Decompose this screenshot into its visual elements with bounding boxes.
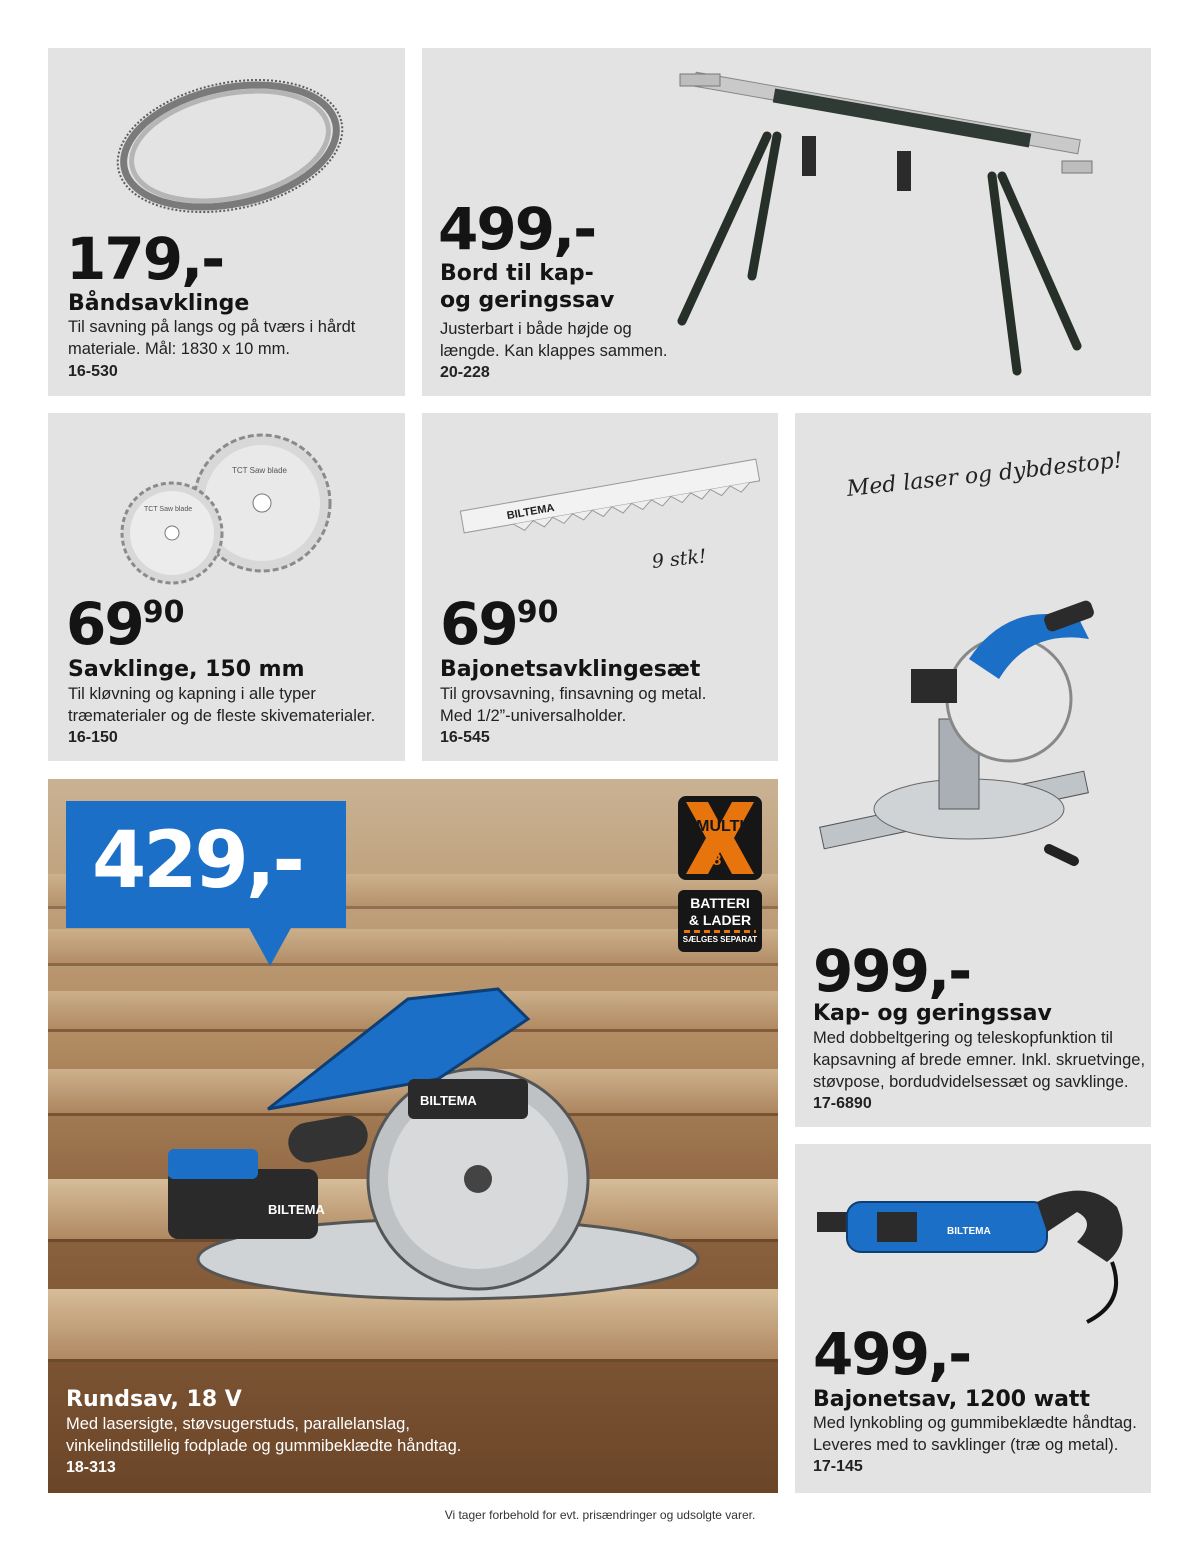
product-title: Båndsavklinge bbox=[68, 291, 250, 316]
product-description-line: støvpose, bordudvidelsessæt og savklinge. bbox=[813, 1073, 1129, 1091]
saw-stand-image bbox=[672, 66, 1112, 386]
product-number: 16-530 bbox=[68, 363, 118, 380]
circular-saw-image bbox=[148, 959, 708, 1319]
product-tile-bandsavklinge[interactable] bbox=[48, 48, 405, 396]
disclaimer-footer: Vi tager forbehold for evt. prisændringer og udsolgte varer. bbox=[444, 1508, 756, 1522]
blade-label: TCT Saw blade bbox=[232, 466, 287, 475]
brand-logo-text: BILTEMA bbox=[268, 1202, 325, 1217]
product-title: Bajonetsav, 1200 watt bbox=[813, 1387, 1090, 1412]
product-tile-bord[interactable] bbox=[422, 48, 1151, 396]
product-description-line: Til savning på langs og på tværs i hårdt bbox=[68, 318, 356, 336]
product-description-line: Leveres med to savklinger (træ og metal). bbox=[813, 1436, 1119, 1454]
brand-logo-text: BILTEMA bbox=[420, 1093, 477, 1108]
voltage-label: 18 V bbox=[703, 852, 737, 869]
product-number: 16-545 bbox=[440, 729, 490, 746]
bandsaw-blade-image bbox=[110, 66, 350, 226]
product-number: 16-150 bbox=[68, 729, 118, 746]
blade-label: TCT Saw blade bbox=[144, 506, 193, 513]
product-tile-savklinge[interactable] bbox=[48, 413, 405, 761]
product-description-line: vinkelindstillelig fodplade og gummibeklædte håndtag. bbox=[66, 1437, 462, 1455]
circular-saw-blades-image bbox=[114, 431, 344, 591]
product-title: Kap- og geringssav bbox=[813, 1001, 1052, 1026]
feature-note: Med laser og dybdestop! bbox=[845, 448, 1124, 502]
reciprocating-saw-image bbox=[817, 1172, 1137, 1332]
product-description-line: kapsavning af brede emner. Inkl. skruetvinge, bbox=[813, 1051, 1146, 1069]
product-description-line: Med lynkobling og gummibeklædte håndtag. bbox=[813, 1414, 1137, 1432]
product-description-line: længde. Kan klappes sammen. bbox=[440, 342, 668, 360]
product-number: 20-228 bbox=[440, 364, 490, 381]
product-title: Savklinge, 150 mm bbox=[68, 657, 305, 682]
product-description-line: træmaterialer og de fleste skivematerialer. bbox=[68, 707, 376, 725]
battery-label: BATTERI bbox=[690, 895, 750, 911]
brand-logo-text: BILTEMA bbox=[505, 501, 556, 523]
product-title: Bajonetsavklingesæt bbox=[440, 657, 701, 682]
multi-label: MULTI bbox=[696, 818, 744, 835]
product-number: 17-6890 bbox=[813, 1095, 872, 1112]
jigsaw-blade-image bbox=[450, 451, 770, 541]
multi-18v-badge bbox=[678, 796, 762, 880]
quantity-note: 9 stk! bbox=[650, 545, 708, 573]
warning-stripe bbox=[684, 930, 756, 933]
price: $69^{90}$ bbox=[440, 590, 559, 658]
miter-saw-image bbox=[819, 599, 1119, 879]
price-badge-pointer bbox=[248, 926, 292, 966]
product-description-line: Justerbart i både højde og bbox=[440, 320, 632, 338]
price: 499,- bbox=[438, 195, 596, 263]
product-title-line: Bord til kap- bbox=[440, 261, 594, 286]
product-description-line: Med 1/2”-universalholder. bbox=[440, 707, 627, 725]
price: 179,- bbox=[66, 225, 224, 293]
product-description-line: Til grovsavning, finsavning og metal. bbox=[440, 685, 707, 703]
product-tile-bajonetsavklinger[interactable] bbox=[422, 413, 778, 761]
price: 499,- bbox=[813, 1320, 971, 1388]
price: 429,- bbox=[92, 816, 302, 906]
product-tile-bajonetsav[interactable] bbox=[795, 1144, 1151, 1493]
product-title-line: og geringssav bbox=[440, 288, 615, 313]
product-description-line: Til kløvning og kapning i alle typer bbox=[68, 685, 316, 703]
product-number: 17-145 bbox=[813, 1458, 863, 1475]
product-title: Rundsav, 18 V bbox=[66, 1387, 242, 1412]
product-description-line: Med lasersigte, støvsugerstuds, parallelanslag, bbox=[66, 1415, 410, 1433]
product-tile-kapsav[interactable] bbox=[795, 413, 1151, 1127]
product-number: 18-313 bbox=[66, 1459, 116, 1476]
price: 999,- bbox=[813, 937, 971, 1005]
charger-label: & LADER bbox=[688, 912, 752, 928]
price: $69^{90}$ bbox=[66, 590, 185, 658]
brand-logo-text: BILTEMA bbox=[947, 1226, 991, 1237]
product-description-line: materiale. Mål: 1830 x 10 mm. bbox=[68, 340, 290, 358]
product-description-line: Med dobbeltgering og teleskopfunktion til bbox=[813, 1029, 1113, 1047]
battery-charger-badge bbox=[678, 890, 762, 952]
sold-separately-label: SÆLGES SEPARAT bbox=[682, 935, 758, 944]
